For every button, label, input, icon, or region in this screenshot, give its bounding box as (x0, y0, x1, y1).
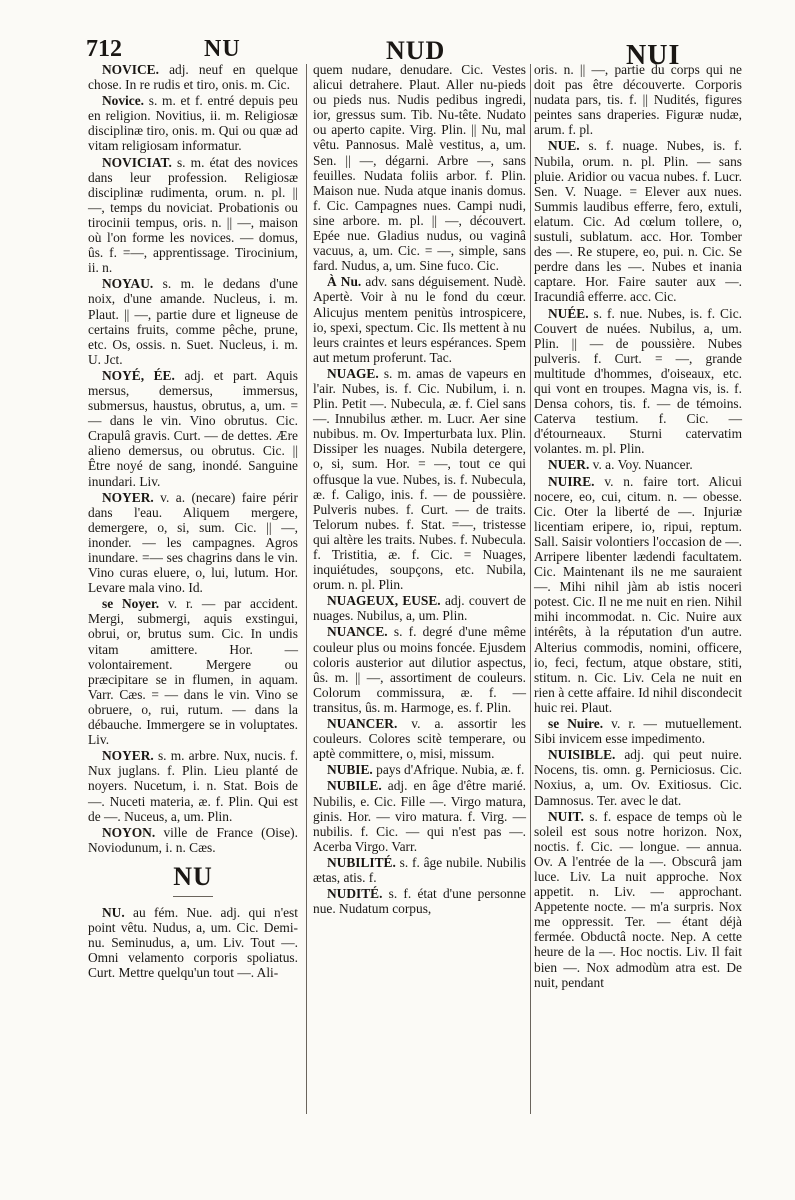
headword: NUE. (548, 138, 580, 154)
headword: NOVICIAT. (102, 154, 172, 170)
entry-nubie (313, 762, 526, 777)
definition: s. f. espace de temps où le soleil est sous notre horizon. Nox, noctis. f. Cic. — longue. — annua. Ov. A l'entrée de la —. Obscurâ jam luce. Liv. La nuit approche. Nox appetit. n. Liv. — approchant. Appetente nocte. — m'a surpris. Nox me oppressit. Ter. — étant déjà fermée. Obductâ nocte. Nep. A cette heure de la —. Hoc noctis. Liv. Il fait bien —. Nox admodùm atra est. De nuit, pendant (534, 808, 742, 990)
entry-nuancer (313, 716, 526, 761)
entry-nuisible (534, 747, 742, 807)
entry-nudite (313, 886, 526, 916)
entry-nuit (534, 809, 742, 990)
entry-nubilite (313, 855, 526, 885)
entry-nue (534, 138, 742, 304)
column-left (88, 62, 298, 981)
entry-continuation (313, 62, 526, 273)
definition: au fém. Nue. adj. qui n'est point vêtu. Nudus, a, um. Cic. Demi-nu. Seminudus, a, um. Liv. Tout —. Omni velamento corporis spoliatus. Curt. Mettre quelqu'un tout —. Ali- (88, 904, 298, 981)
headword: NUISIBLE. (548, 747, 616, 763)
entry-a-nu (313, 274, 526, 365)
headword: NUÉE. (548, 305, 589, 321)
definition: v. a. Voy. Nuancer. (592, 457, 693, 473)
headword: se Noyer. (102, 596, 160, 612)
entry-nuer (534, 457, 742, 472)
definition: adj. et part. Aquis mersus, demersus, immersus, submersus, haustus, obrutus, a, um. =— dans le vin. Vino obrutus. Cic. Crapulâ gravis. Curt. — de dettes. Ære alieno demersus, ou obrutus. Cic. || Être noyé de sang, inondé. Sanguine inundari. Liv. (88, 367, 298, 489)
headword: NUBIE. (327, 762, 373, 778)
entry-se-noyer (88, 596, 298, 747)
headword: NUIRE. (548, 473, 595, 489)
entry-noyer-tree (88, 748, 298, 823)
definition: ville de France (Oise). Noviodunum, i. n. Cæs. (88, 824, 298, 855)
entry-nuee (534, 306, 742, 457)
definition: v. a. (necare) faire périr dans l'eau. Aliquem mergere, demergere, o, si, sum. Cic. || —, inonder. — les campagnes. Agros inundare. =— ses chagrins dans le vin. Vino curas eluere, o, lui, lutum. Hor. Levare mala vino. Id. (88, 489, 298, 596)
entry-nuage (313, 366, 526, 592)
headword: NUBILE. (327, 778, 382, 794)
definition: adv. sans déguisement. Nudè. Apertè. Voir à nu le fond du cœur. Alicujus mentem penitùs introspicere, io, spexi, spectum. Cic. Ils mettent à nu leurs craintes et leurs espérances. Spem aut metum proferunt. Tac. (313, 274, 527, 365)
definition: s. f. état d'une personne nue. Nudatum corpus, (313, 886, 526, 917)
definition: s. m. et f. entré depuis peu en religion. Novitius, ii. m. Religiosæ disciplinæ tiro, onis. m. Qui ou quæ ad vitam religiosam informatur. (88, 93, 298, 154)
headword: À Nu. (327, 274, 362, 290)
headword: se Nuire. (548, 716, 604, 732)
entry-nu (88, 905, 298, 980)
entry-nubile (313, 778, 526, 853)
definition: s. m. état des novices dans leur profession. Religiosæ disciplinæ rudimenta, orum. n. pl. || —, temps du noviciat. Probationis ou tirocinii tempus, oris. n. || —, maison où l'on forme les novices. — domus, ûs. f. =—, apprentissage. Tirocinium, ii. n. (88, 154, 298, 276)
headword: Novice. (102, 93, 145, 109)
entry-se-nuire (534, 716, 742, 746)
section-heading: NU (173, 861, 213, 891)
column-center (313, 62, 526, 917)
entry-noye (88, 368, 298, 489)
header-center-word: NUD (386, 36, 446, 65)
definition: adj. en âge d'être marié. Nubilis, e. Cic. Fille —. Virgo matura, ginis. Hor. — viro matura. f. Virg. — nubilis. f. Cic. — qui n'est pas —. Acerba Virgo. Varr. (313, 778, 526, 854)
headword: NUER. (548, 457, 590, 473)
headword: NUDITÉ. (327, 886, 383, 902)
section-rule (173, 896, 213, 897)
column-divider (306, 64, 307, 1114)
entry-nuance (313, 624, 526, 715)
headword: NOYER. (102, 748, 154, 764)
headword: NUIT. (548, 808, 584, 824)
headword: NUAGE. (327, 365, 379, 381)
definition: s. m. le dedans d'une noix, d'une amande. Nucleus, i. m. Plaut. || —, partie dure et ligneuse de certains fruits, comme pêche, prune, etc. Os, ossis. n. Suet. Nucleus, i. m. U. Jct. (88, 276, 298, 367)
entry-noyon (88, 825, 298, 855)
headword: NOYAU. (102, 276, 154, 292)
entry-continuation (534, 62, 742, 137)
definition: s. f. nue. Nubes, is. f. Cic. Couvert de nuées. Nubilus, a, um. Plin. || — de poussière. Nubes pulveris. f. Curt. = —, grande multitude d'hommes, d'oiseaux, etc. qui vont en troupes. Magna vis, is. f. Densa cohors, tis. f. — de témoins. Caterva testium. f. Cic. — d'étourneaux. Sturni catervatim volantes. m. pl. Plin. (534, 305, 742, 457)
headword: NOYÉ, ÉE. (102, 367, 175, 383)
definition: quem nudare, denudare. Cic. Vestes alicui detrahere. Plaut. Aller nu-pieds ou pieds nus. Nudis pedibus ingredi, ior, gressus sum. Tib. Nu-tête. Nudato ou aperto capite. Virg. Plin. || Nu, mal vêtu. Pannosus. Malè vestitus, a, um. Sen. || —, dégarni. Arbre —, sans feuilles. Nudata foliis arbor. f. Plin. Maison nue. Nuda atque inanis domus. f. Cic. Campagnes nues. Campi nudi, sine arbore. m. pl. || —, découvert. Epée nue. Gladius nudus, ou vaginâ vacuus, a, um. Cic. = —, simple, sans fard. Nudus, a, um. Sine fuco. Cic. (313, 62, 526, 274)
entry-noyer-verb (88, 490, 298, 596)
entry-nuageux (313, 593, 526, 623)
entry-noviciat (88, 155, 298, 276)
entry-noyau (88, 276, 298, 367)
header-left-word: NU (204, 36, 241, 62)
page-number: 712 (86, 36, 122, 62)
definition: adj. neuf en quelque chose. In re rudis et tiro, onis. m. Cic. (88, 62, 298, 93)
definition: v. r. — mutuellement. Sibi invicem esse impedimento. (534, 716, 742, 747)
definition: oris. n. || —, partie du corps qui ne doit pas être découverte. Corporis nudata pars, tis. f. || Nudités, figures peintes sans draperies. Figuræ nudæ, arum. f. pl. (534, 62, 742, 138)
definition: v. n. faire tort. Alicui nocere, eo, cui, citum. n. — obesse. Cic. Oter la liberté de —. Injuriæ licentiam eripere, io, ripui, reptum. Sall. Saisir volontiers l'occasion de —. Arripere libenter lædendi facultatem. Cic. Maintenant ils ne me sauraient —. Mihi nihil jàm ab istis noceri potest. Cic. Il ne me nuit en rien. Nihil mihi incommodat. n. Cic. Nuire aux intérêts, à la réputation d'un autre. Alterius commodis, nomini, officere, io, feci, fectum, atque obstare, stiti, stitum. n. Cic. Liv. Cela ne nuit en rien à cette affaire. Id nihil discondecit huic rei. Plaut. (534, 473, 742, 715)
definition: s. f. âge nubile. Nubilis ætas, atis. f. (313, 854, 526, 885)
header-right-word: NUI (626, 40, 681, 71)
headword: NOYON. (102, 824, 156, 840)
headword: NUANCE. (327, 624, 388, 640)
entry-nuire (534, 474, 742, 716)
column-divider (530, 64, 531, 1114)
headword: NUBILITÉ. (327, 854, 396, 870)
definition: v. a. assortir les couleurs. Colores scitè temperare, ou aptè committere, o, misi, missum. (313, 716, 526, 762)
headword: NOYER. (102, 489, 154, 505)
definition: adj. qui peut nuire. Nocens, tis. omn. g. Perniciosus. Cic. Noxius, a, um. Ov. Exitiosus. Cic. Damnosus. Ter. avec le dat. (534, 747, 742, 808)
headword: NUANCER. (327, 716, 398, 732)
headword: NU. (102, 904, 125, 920)
headword: NUAGEUX, EUSE. (327, 593, 441, 609)
definition: adj. couvert de nuages. Nubilus, a, um. Plin. (313, 593, 526, 624)
definition: v. r. — par accident. Mergi, submergi, aquis exstingui, obrui, or, brutus sum. Cic. In undis vitam amittere. Hor. — volontairement. Mergere ou præcipitare se in flumen, in aquam. Varr. Cæs. = — dans le vin. Vino se obruere, o, rui, rutum. — dans la débauche. Immergere se in voluptates. Liv. (88, 596, 298, 748)
definition: s. m. amas de vapeurs en l'air. Nubes, is. f. Cic. Nubilum, i. n. Plin. Petit —. Nubecula, æ. f. Ciel sans —. Innubilus æther. m. Lucr. Aer sine nubibus. m. Ov. Imperturbata lux. Plin. Dissiper les nuages. Nubila detergere, o, si, sum. Hor. = —, tout ce qui offusque la vue. Nubes, is. f. Nubecula, æ. f. Caligo, inis. f. — de poussière. Pulveris nubes. f. Curt. — de traits. Telorum nubes. f. Stat. =—, tristesse qui altère les traits. Nubes. f. Nubecula. f. Tristitia, æ. f. Cic. = Nuages, inquiétudes, soupçons, etc. Nubila, orum. n. pl. Plin. (313, 365, 526, 593)
column-right (534, 62, 742, 991)
definition: s. f. nuage. Nubes, is. f. Nubila, orum. n. pl. Plin. — sans pluie. Aridior ou vacua nubes. f. Lucr. Sen. V. Nuage. = Elever aux nues. Summis laudibus efferre, fero, extuli, elatum. Cic. Ad cœlum tollere, o, sustuli, sublatum. acc. Hor. Tomber des —. Re stupere, eo, pui. n. Cic. Se perdre dans les —. Nubes et inania captare. Hor. Faire sauter aux —. Iracundiâ efferre. acc. Cic. (534, 138, 742, 305)
definition: s. m. arbre. Nux, nucis. f. Nux juglans. f. Plin. Lieu planté de noyers. Nucetum, i. n. Stat. Bois de —. Nuceti materia, æ. f. Plin. Qui est de —. Nuceus, a, um. Plin. (88, 748, 298, 824)
definition: s. f. degré d'une même couleur plus ou moins foncée. Ejusdem coloris austerior aut dilutior aspectus, ûs. m. || —, assortiment de couleurs. Colorum commissura, æ. f. — transitus, ûs. m. Harmoge, es. f. Plin. (313, 624, 526, 715)
entry-novice-noun (88, 93, 298, 153)
entry-novice (88, 62, 298, 92)
headword: NOVICE. (102, 62, 159, 77)
definition: pays d'Afrique. Nubia, æ. f. (376, 762, 525, 778)
